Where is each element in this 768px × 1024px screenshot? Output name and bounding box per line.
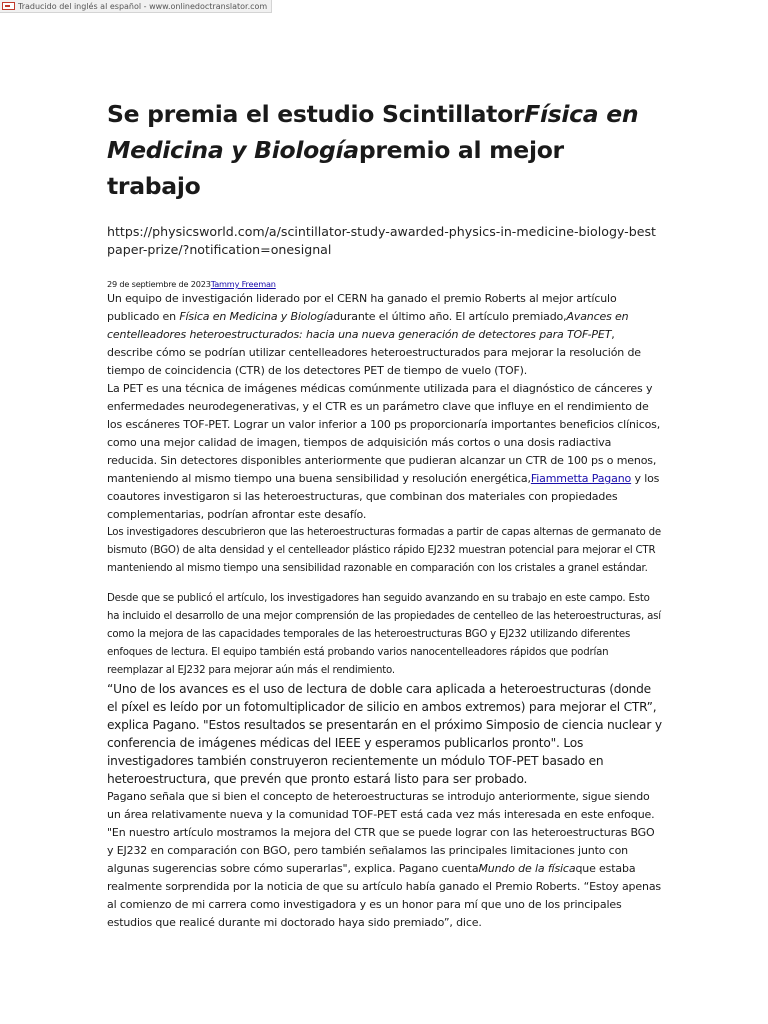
paragraph-6: Pagano señala que si bien el concepto de heteroestructuras se introdujo anteriormente, sigue siendo un área relativamente nueva y la comunidad TOF-PET está cada vez más interesada en este enfoque. "En nuestro artículo mostramos la mejora del CTR que se puede lograr con las heteroestructuras BGO y EJ232 en comparación con BGO, pero también señalamos las principales limitaciones junto con algunas sugerencias sobre cómo superarlas", explica. Pagano cuentaMundo de la físicaque estaba realmente sorprendida por la noticia de que su artículo había ganado el Premio Roberts. “Estoy apenas al comienzo de mi carrera como investigadora y es un honor para mí que uno de los principales estudios que realicé durante mi doctorado haya sido premiado”, dice. [107, 790, 661, 929]
title-text-end: premio al mejor trabajo [107, 136, 564, 200]
title-text: Se premia el estudio Scintillator [107, 100, 525, 128]
translator-logo-icon [2, 2, 15, 10]
article-meta [107, 278, 663, 290]
page-title [107, 96, 663, 204]
translator-banner [0, 0, 272, 13]
magazine-name: Mundo de la física [478, 862, 576, 875]
paragraph-4: Desde que se publicó el artículo, los investigadores han seguido avanzando en su trabajo en este campo. Esto ha incluido el desarrollo de una mejor comprensión de las propiedades de centelleo de las heteroestructuras, así como la mejora de las capacidades temporales de las heteroestructuras BGO y EJ232 utilizando diferentes enfoques de lectura. El equipo también está probando varios nanocentelleadores rápidos que podrían reemplazar al EJ232 para mejorar aún más el rendimiento. [107, 593, 661, 676]
paragraph-5: “Uno de los avances es el uso de lectura de doble cara aplicada a heteroestructuras (donde el píxel es leído por un fotomultiplicador de silicio en ambos extremos) para mejorar el CTR”, explica Pagano. "Estos resultados se presentarán en el próximo Simposio de ciencia nuclear y conferencia de imágenes médicas del IEEE y esperamos publicarlos pronto". Los investigadores también construyeron recientemente un módulo TOF-PET basado en heteroestructura, que prevén que pronto estará listo para ser probado. [107, 682, 662, 786]
author-link-pagano[interactable]: Fiammetta Pagano [530, 472, 632, 485]
paragraph-gap [107, 578, 663, 590]
paper-title: Avances en centelleadores heteroestructurados: hacia una nueva generación de detectores para TOF-PET [107, 310, 629, 341]
paragraph-1: Un equipo de investigación liderado por el CERN ha ganado el premio Roberts al mejor artículo publicado en Física en Medicina y Biologíadurante el último año. El artículo premiado,Avances en centelleadores heteroestructurados: hacia una nueva generación de detectores para TOF-PET, describe cómo se podrían utilizar centelleadores heteroestructurados para mejorar la resolución de tiempo de coincidencia (CTR) de los detectores PET de tiempo de vuelo (TOF). [107, 292, 641, 377]
author-link[interactable]: Tammy Freeman [210, 279, 276, 289]
translator-banner-text: Traducido del inglés al español - www.onlinedoctranslator.com [18, 1, 268, 11]
journal-name: Física en Medicina y Biología [179, 310, 334, 323]
paragraph-2: La PET es una técnica de imágenes médicas comúnmente utilizada para el diagnóstico de cánceres y enfermedades neurodegenerativas, y el CTR es un parámetro clave que influye en el rendimiento de los escáneres TOF-PET. Lograr un valor inferior a 100 ps proporcionaría importantes beneficios clínicos, como una mejor calidad de imagen, tiempos de adquisición más cortos o una dosis radiactiva reducida. Sin detectores disponibles anteriormente que pudieran alcanzar un CTR de 100 ps o menos, manteniendo al mismo tiempo una buena sensibilidad y resolución energética,Fiammetta Pagano y los coautores investigaron si las heteroestructuras, que combinan dos materiales con propiedades complementarias, podrían afrontar este desafío. [107, 382, 661, 521]
paragraph-3: Los investigadores descubrieron que las heteroestructuras formadas a partir de capas alternas de germanato de bismuto (BGO) de alta densidad y el centelleador plástico rápido EJ232 muestran potencial para mejorar el CTR manteniendo al mismo tiempo una sensibilidad razonable en comparación con los cristales a granel estándar. [107, 527, 661, 574]
title-journal-name: Física en Medicina y Biología [107, 100, 639, 164]
article-date: 29 de septiembre de 2023 [107, 279, 211, 289]
source-url: https://physicsworld.com/a/scintillator-study-awarded-physics-in-medicine-biology-bestpaper-prize/?notification=onesignal [107, 224, 656, 257]
article [107, 96, 663, 932]
